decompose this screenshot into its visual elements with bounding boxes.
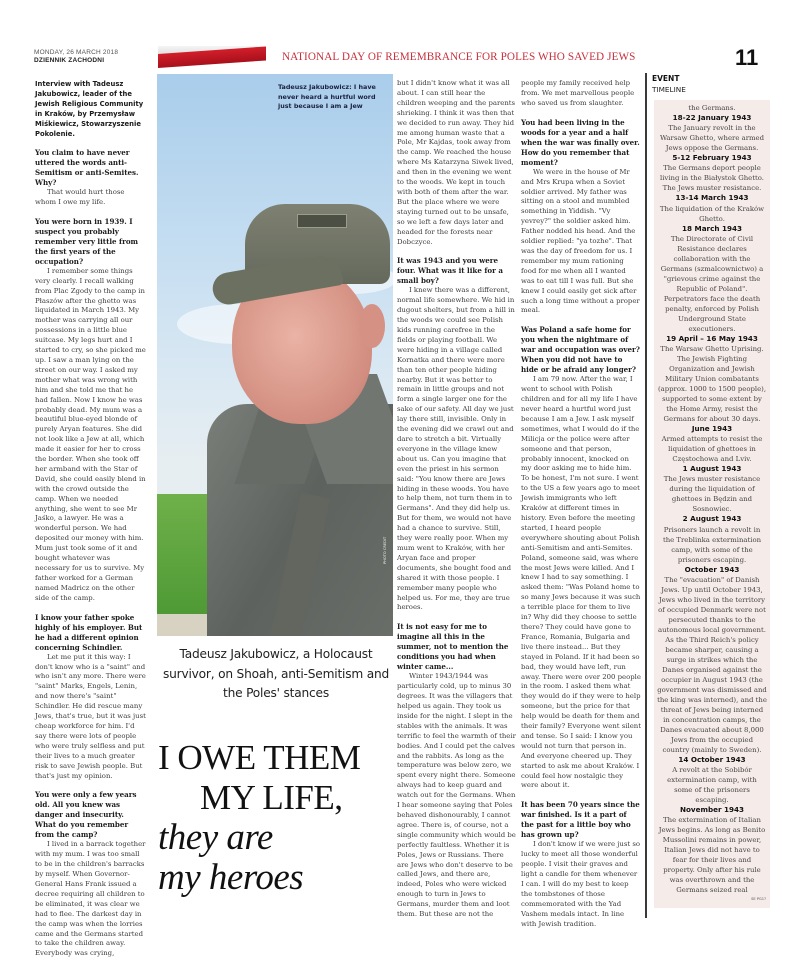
portrait-photo: [157, 74, 393, 636]
timeline-event-text: A revolt at the Sobibór extermination camp, with some of the prisoners escaping.: [667, 766, 757, 805]
question: I know your father spoke highly of his employer. But he had a different opinion concerning Schindler.: [35, 612, 143, 652]
timeline-label: TIMELINE: [652, 85, 686, 94]
article-column-3: [521, 79, 641, 930]
answer: We were in the house of Mr and Mrs Krupa when a Soviet soldier arrived. My father was sitting on a stool and mumbled something in Yiddish. "Vy yevrey?" the soldier asked him. Father nodded his head. And the soldier replied: "ya tozhe". That was the day of freedom for us. I remember my mum rationing food for me when all I wanted was to eat till I was full. But she knew I could easily get sick after such a long time without a proper meal.: [521, 167, 640, 315]
answer: That would hurt those whom I owe my life.: [35, 188, 125, 206]
timeline-event-text: The Germans deport people living in the Białystok Ghetto. The Jews muster resistance.: [660, 164, 764, 193]
newspaper-name: DZIENNIK ZACHODNI: [34, 57, 105, 64]
photo-caption: Tadeusz Jakubowicz: I have never heard a hurtful word just because I am a Jew: [278, 83, 376, 111]
timeline-event-text: The January revolt in the Warsaw Ghetto, where armed Jews oppose the Germans.: [659, 124, 765, 153]
headline-line-3: they are: [158, 817, 273, 858]
question: It has been 70 years since the war finished. Is it a part of the past for a little boy who has grown up?: [521, 800, 640, 840]
qa-block: [397, 256, 516, 613]
question: You were born in 1939. I suspect you probably remember very little from the first years of the occupation?: [35, 216, 139, 266]
timeline-event: [654, 424, 770, 464]
answer: Let me put it this way: I don't know who is a "saint" and who isn't any more. There were "saint" Marks, Engels, Lenin, and now there's "saint" Schindler. He did rescue many Jews, that's true, but it was just cheap workforce for him. I'd say there were lots of people who were truly selfless and put their lives to a much greater risk to save Jewish people. But that's just my opinion.: [35, 652, 146, 780]
timeline-event-text: The Jews muster resistance during the liquidation of ghettoes in Będzin and Sosnowiec.: [663, 475, 761, 514]
timeline-event-text: The Warsaw Ghetto Uprising. The Jewish Fighting Organization and Jewish Military Union combatants (approx. 1000 to 1500 people), supported to some extent by the Home Army, resist the Germans for about 30 days.: [657, 345, 767, 424]
qa-block: [35, 217, 147, 604]
timeline-event-date: October 1943: [684, 564, 740, 574]
timeline-label-event: EVENT: [652, 74, 680, 83]
headline-line-2: MY LIFE,: [200, 778, 343, 817]
timeline-event-text: Prisoners launch a revolt in the Treblinka extermination camp, with some of the prisoners escaping.: [662, 525, 762, 564]
timeline-lead-text: the Germans.: [688, 104, 736, 112]
timeline-event-date: 1 August 1943: [682, 464, 742, 474]
timeline-event: [654, 755, 770, 805]
timeline-event-date: 18 March 1943: [682, 223, 742, 233]
qa-block: [397, 79, 516, 247]
timeline-event-date: November 1943: [679, 805, 745, 815]
question: It is not easy for me to imagine all this in the summer, not to mention the conditions you had when winter came...: [397, 622, 509, 672]
photo-credit: PHOTO CREDIT: [383, 536, 387, 564]
event-timeline: [654, 100, 770, 908]
section-title: NATIONAL DAY OF REMEMBRANCE FOR POLES WHO SAVED JEWS: [282, 51, 636, 63]
timeline-event-date: 14 October 1943: [678, 754, 746, 764]
article-subhead: Tadeusz Jakubowicz, a Holocaust survivor, on Shoah, anti-Semitism and the Poles' stances: [162, 647, 390, 700]
headline-line-1: I OWE THEM: [158, 738, 361, 777]
timeline-event-text: Armed attempts to resist the liquidation of ghettoes in Częstochowa and Lviv.: [661, 435, 763, 464]
qa-block: [35, 148, 147, 208]
question: It was 1943 and you were four. What was it like for a small boy?: [397, 256, 503, 286]
timeline-event: [654, 193, 770, 223]
timeline-event: [654, 464, 770, 514]
qa-block: [35, 790, 147, 959]
article-headline: [158, 738, 394, 898]
qa-block: [397, 622, 516, 920]
timeline-event: [654, 334, 770, 424]
headline-line-4: my heroes: [158, 857, 304, 898]
timeline-event-text: The extermination of Italian Jews begins. As long as Benito Mussolini remains in power, Italian Jews did not have to fear for their lives and property. Only after his rule was overthrown and the Germans seized real: [658, 816, 766, 895]
polish-flag-icon: [158, 46, 266, 68]
timeline-event-date: 2 August 1943: [682, 514, 742, 524]
answer: I don't know if we were just so lucky to meet all those wonderful people. I visit their graves and light a candle for them whenever I can. I will do my best to keep the tombstones of those commemorated with the Yad Vashem medals intact. In line with Jewish tradition.: [521, 840, 641, 928]
article-column-2: [397, 79, 516, 920]
answer: I am 79 now. After the war, I went to school with Polish children and for all my life I have never heard a hurtful word just because I am a Jew. I ask myself sometimes, what I would do if the Milicja or the police were after someone and that person, probably innocent, knocked on my door asking me to hide him. To be honest, I'm not sure. I went to the US a few years ago to meet Jewish immigrants who left Kraków at different times in history. Even before the meeting started, I heard people everywhere shouting about Polish anti-Semitism and anti-Semites. Poland, someone said, was where the most Jews were killed. And I knew I had to say something. I asked them: "Was Poland home to so many Jews because it was such a terrible place for them to live in? Why did they choose to settle there? They could have gone to France, Romania, Bulgaria and live there instead... But they stayed in Poland. If it had been so bad, they would have left, run away. There were over 200 people in the room. I asked them what they would do if they were to help someone, but the price for that help would be death for them and their family? Everyone went silent and tense. So I said: I know you would not turn that person in. And everyone cheered up. They started to ask me about Kraków. I could feel how nostalgic they were about it.: [521, 375, 641, 790]
timeline-event: [654, 224, 770, 334]
timeline-event-date: 19 April – 16 May 1943: [666, 333, 758, 343]
question: You had been living in the woods for a year and a half when the war was finally over. How do you remember that moment?: [521, 117, 640, 167]
question: Was Poland a safe home for you when the nightmare of war and occupation was over? When you did not have to hide or be afraid any longer?: [521, 325, 640, 375]
issue-date: MONDAY, 26 MARCH 2018: [34, 49, 119, 56]
timeline-event: [654, 153, 770, 193]
timeline-event: [654, 113, 770, 153]
ear: [359, 304, 385, 348]
cap-badge: [297, 214, 347, 228]
answer: Winter 1943/1944 was particularly cold, up to minus 30 degrees. It was the villagers that helped us again. They took us inside for the night. I slept in the stables with the animals. It was terrific to feel the warmth of their bodies. And I could pet the calves and the rabbits. As long as the temperature was below zero, we spent every night there. Someone always had to keep guard and watch out for the Germans. When I hear someone saying that Poles behaved dishonourably, I cannot agree. There is, of course, not a single community which would be perfectly faultless. Whether it is Poles, Jews or Russians. There are Jews who don't deserve to be called Jews, and there are, indeed, Poles who were wicked enough to turn in Jews to Germans, murder them and loot them. But these are not the: [397, 672, 516, 919]
qa-block: [521, 118, 641, 317]
timeline-event-text: The liquidation of the Kraków Ghetto.: [659, 204, 765, 223]
timeline-event-date: 13-14 March 1943: [675, 193, 749, 203]
qa-block: [521, 325, 641, 791]
timeline-event-date: 18-22 January 1943: [672, 113, 752, 122]
answer: but I didn't know what it was all about. I can still hear the children weeping and the parents shrieking. I think it was then that we decided to run away. They hid me among human waste that a Pole, Mr Kajdas, took away from the camp. We reached the house where Ms Katarzyna Siwek lived, and then in the evening we went to the woods. We kept in touch with both of them after the war. But the place where we were staying turned out to be unsafe, so we left a few days later and headed for the forests near Dobczyce.: [397, 79, 516, 246]
answer: people my family received help from. We met marvellous people who saved us from slaughter.: [521, 79, 635, 107]
answer: I knew there was a different, normal life somewhere. We hid in dugout shelters, but from a hill in the woods we could see Polish kids running carefree in the fields or playing football. We were hiding in a village called Kornatka and there were more than ten other people hiding nearby. But it was better to remain in little groups and not form a single larger one for the sake of our safety. All day we just lay there still, invisible. Only in the evening did we crawl out and dare to stretch a bit. Virtually everyone in the village knew about us. Can you imagine that even the priest in his sermon said: "You know there are Jews hiding in these woods. You have to help them, not turn them in to Germans". And they did help us. But for them, we would not have had a chance to survive. Still, they were really poor. When my mum went to Kraków, with her Aryan face and proper documents, she bought food and shared it with those people. I remember many people who helped us. For me, they are true heroes.: [397, 286, 515, 612]
timeline-event-text: The "evacuation" of Danish Jews. Up until October 1943, Jews who lived in the territory of occupied Denmark were not persecuted thanks to the autonomous local government. As the Third Reich's policy became sharper, causing a surge in strikes which the Danes organised against the occupier in August 1943 (the government was dismissed and the king was interned), and the threat of Jews being interned in concentration camps, the Danes evacuated about 8,000 Jews from the occupied country (mainly to Sweden).: [657, 575, 767, 754]
page-number: 11: [735, 45, 759, 70]
timeline-event: [654, 805, 770, 895]
qa-block: [35, 613, 147, 782]
timeline-event: [654, 565, 770, 755]
timeline-event-date: June 1943: [691, 424, 733, 434]
timeline-events: [654, 113, 770, 895]
question: You were only a few years old. All you knew was danger and insecurity. What do you remember from the camp?: [35, 790, 137, 840]
article-column-1: [35, 79, 147, 959]
timeline-event-date: 5-12 February 1943: [672, 153, 752, 163]
qa-block: [521, 800, 641, 929]
answer: I remember some things very clearly. I recall walking from Plac Zgody to the camp in Płaszów after the ghetto was liquidated in March 1943. My mother was carrying all our possessions in a little blue suitcase. My legs hurt and I started to cry, so she picked me up. I saw a man lying on the street on our way. I asked my mother what was wrong with him and she told me that he had fallen. Now I know he was probably dead. My mum was a beautiful blue-eyed blonde of purely Aryan features. She did not look like a Jew at all, which made it easier for her to cross the border. When she took off her armband with the Star of David, she could easily blend in with the crowd outside the camp. When we needed anything, she went to see Mr Jaśko, a lawyer. He was a wonderful person. We had deposited our money with him. Mum just took some of it and bought whatever was necessary for us to survive. My father worked for a German named Madricz on the other side of the camp.: [35, 266, 146, 602]
answer: I lived in a barrack together with my mum. I was too small to be in the children's barracks by myself. When Governor-General Hans Frank issued a decree requiring all children to be eliminated, it was clear we had to flee. The darkest day in the camp was when the lorries came and the Germans started to take the children away. Everybody was crying,: [35, 840, 146, 958]
column-divider: [645, 73, 647, 918]
qa-block: [521, 79, 641, 109]
masthead: [0, 0, 800, 75]
timeline-event-text: The Directorate of Civil Resistance declares collaboration with the Germans (szmalcownictwo) a "grievous crime against the Republic of Poland". Perpetrators face the death penalty, enforced by Polish Underground State executioners.: [660, 234, 764, 333]
question: You claim to have never uttered the words anti-Semitism or anti-Semites. Why?: [35, 148, 139, 187]
page-code: SE PG1?: [751, 897, 766, 901]
article-intro: Interview with Tadeusz Jakubowicz, leader of the Jewish Religious Community in Kraków, by Przemysław Miśkiewicz, Stowarzyszenie Pokolenie.: [35, 80, 144, 138]
timeline-event: [654, 514, 770, 564]
